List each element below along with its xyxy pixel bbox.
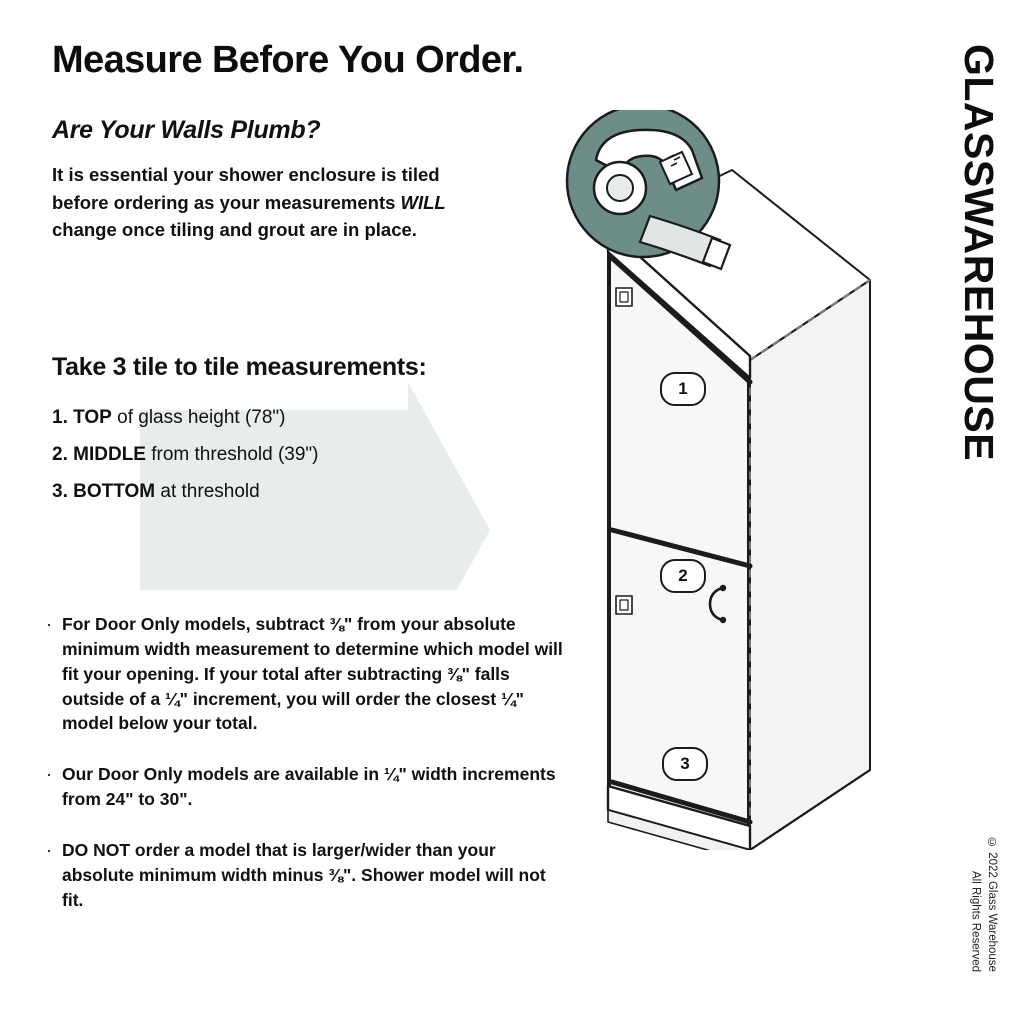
- intro-text-after: change once tiling and grout are in place.: [52, 219, 417, 241]
- shower-diagram-svg: [500, 110, 1020, 850]
- list-item-number: 3.: [52, 480, 68, 502]
- page-title: Measure Before You Order.: [52, 39, 524, 81]
- list-item-rest: of glass height (78"): [111, 406, 286, 428]
- tape-measure-icon: [567, 110, 730, 269]
- copyright-line-1: © 2022 Glass Warehouse: [986, 837, 998, 972]
- list-item-number: 2.: [52, 443, 68, 465]
- measurements-title: Take 3 tile to tile measurements:: [52, 353, 427, 381]
- callout-marker-2: 2: [660, 559, 706, 593]
- list-item-strong: BOTTOM: [73, 480, 156, 502]
- list-item-strong: TOP: [73, 406, 112, 428]
- intro-paragraph: [52, 161, 452, 244]
- callout-marker-3: 3: [662, 747, 708, 781]
- intro-text-before: It is essential your shower enclosure is tiled before ordering as your measurements: [52, 163, 440, 213]
- list-item-rest: from threshold (39"): [145, 443, 319, 465]
- list-item: [52, 473, 472, 510]
- intro-text-emphasis: WILL: [400, 191, 446, 213]
- bullet-text: Our Door Only models are available in ¼" width increments from 24" to 30".: [62, 764, 556, 810]
- list-item-rest: at threshold: [155, 480, 260, 502]
- list-item-strong: MIDDLE: [73, 443, 146, 465]
- list-item: [52, 436, 472, 473]
- list-item: [46, 762, 566, 812]
- brand-wordmark: GLASSWAREHOUSE: [956, 44, 1002, 462]
- subheading-walls-plumb: Are Your Walls Plumb?: [52, 115, 321, 144]
- list-item: [46, 612, 566, 736]
- bullet-marker: ·: [46, 614, 52, 634]
- copyright-line-2: All Rights Reserved: [969, 871, 982, 972]
- bullet-marker: ·: [46, 839, 52, 860]
- list-item-number: 1.: [52, 406, 68, 428]
- bullet-text: For Door Only models, subtract ⅜" from your absolute minimum width measurement to determine which model will fit your opening. If your total after subtracting ⅜" falls outside of a ¼" increment, you will order the closest ¼" model below your total.: [62, 614, 563, 734]
- callout-marker-1: 1: [660, 372, 706, 406]
- list-item: [46, 838, 566, 913]
- bullet-text: DO NOT order a model that is larger/wider than your absolute minimum width minus ⅜". Shower model will not fit.: [62, 839, 546, 910]
- bullet-marker: ·: [46, 764, 52, 785]
- measurement-list: [52, 399, 472, 510]
- list-item: [52, 399, 472, 436]
- measurement-instructions: [52, 352, 472, 510]
- copyright-notice: [967, 837, 1000, 972]
- notes-list: [46, 612, 566, 938]
- shower-enclosure-illustration: [500, 110, 1020, 850]
